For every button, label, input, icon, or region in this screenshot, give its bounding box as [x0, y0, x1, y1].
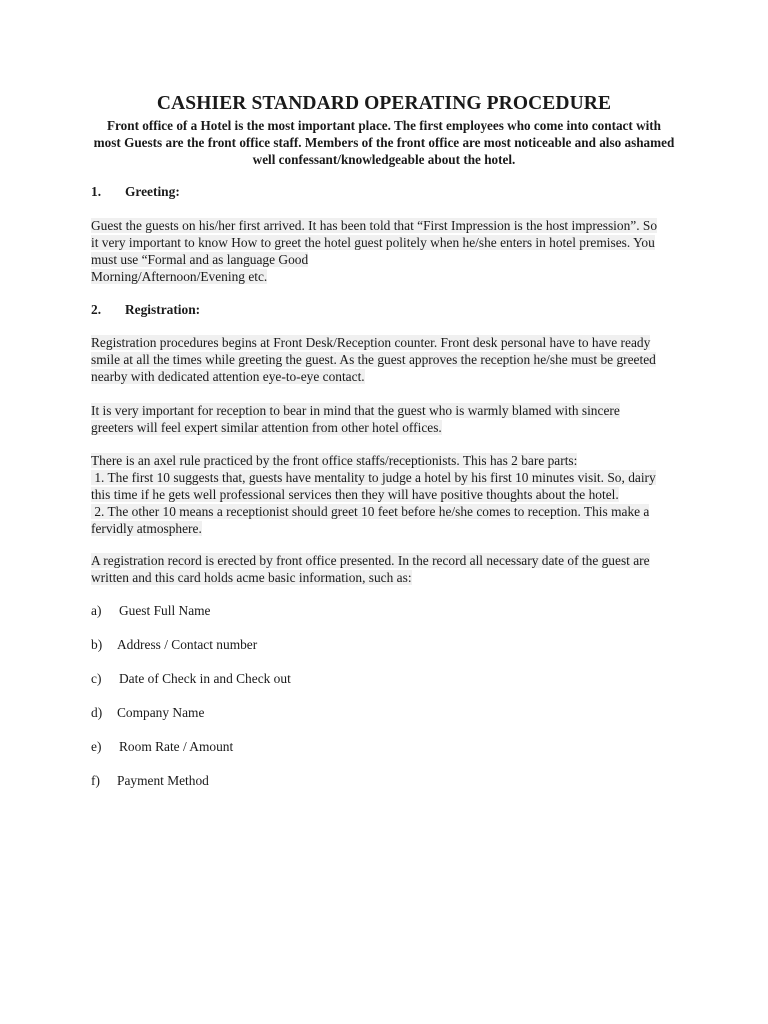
text-line: smile at all the times while greeting the guest. As the guest approves the reception he/she must be greeted — [91, 352, 656, 367]
document-title: CASHIER STANDARD OPERATING PROCEDURE — [156, 93, 612, 114]
section-title: Registration: — [125, 302, 201, 317]
text-line: 2. The other 10 means a receptionist should greet 10 feet before he/she comes to reception. This make a — [91, 504, 650, 519]
section-title: Greeting: — [125, 184, 180, 199]
section-heading-greeting — [91, 183, 180, 200]
registration-paragraph-3 — [91, 452, 681, 537]
registration-paragraph-4 — [91, 552, 681, 586]
text-line: fervidly atmosphere. — [91, 521, 202, 536]
list-item-label: Address / Contact number — [117, 637, 258, 652]
text-line: There is an axel rule practiced by the front office staffs/receptionists. This has 2 bare parts: — [91, 453, 578, 468]
section-number: 1. — [91, 184, 102, 199]
list-item-letter: f) — [91, 773, 100, 788]
list-item-label: Payment Method — [117, 773, 209, 788]
list-item-letter: e) — [91, 739, 102, 754]
text-line: this time if he gets well professional services then they will have positive thoughts about the hotel. — [91, 487, 619, 502]
text-line: it very important to know How to greet the hotel guest politely when he/she enters in hotel premises. You — [91, 235, 655, 250]
document-subtitle: Front office of a Hotel is the most important place. The first employees who come into contact with most Guests are the front office staff. Members of the front office are most noticeable and also ashamed well confessant/knowledgeable about the hotel. — [93, 118, 675, 167]
text-line: It is very important for reception to bear in mind that the guest who is warmly blamed with sincere — [91, 403, 620, 418]
text-line: Guest the guests on his/her first arrived. It has been told that “First Impression is the host impression”. So — [91, 218, 658, 233]
text-line: A registration record is erected by front office presented. In the record all necessary date of the guest are — [91, 553, 650, 568]
list-item-label: Guest Full Name — [119, 603, 211, 618]
list-item-letter: d) — [91, 705, 103, 720]
list-item-label: Company Name — [117, 705, 205, 720]
list-item-label: Date of Check in and Check out — [119, 671, 291, 686]
text-line: must use “Formal and as language Good — [91, 252, 309, 267]
list-item-letter: c) — [91, 671, 102, 686]
text-line: nearby with dedicated attention eye-to-eye contact. — [91, 369, 365, 384]
list-item-letter: a) — [91, 603, 102, 618]
list-item — [91, 704, 204, 721]
text-line: Morning/Afternoon/Evening etc. — [91, 269, 268, 284]
text-line: written and this card holds acme basic information, such as: — [91, 570, 412, 585]
section-number: 2. — [91, 302, 102, 317]
greeting-paragraph — [91, 217, 681, 285]
list-item — [91, 772, 209, 789]
list-item — [91, 670, 291, 687]
list-item — [91, 738, 233, 755]
list-item-label: Room Rate / Amount — [119, 739, 234, 754]
registration-paragraph-1 — [91, 334, 681, 385]
list-item — [91, 602, 211, 619]
list-item-letter: b) — [91, 637, 103, 652]
registration-paragraph-2 — [91, 402, 681, 436]
section-heading-registration — [91, 301, 200, 318]
text-line: Registration procedures begins at Front Desk/Reception counter. Front desk personal have to have ready — [91, 335, 651, 350]
text-line: greeters will feel expert similar attention from other hotel offices. — [91, 420, 442, 435]
text-line: 1. The first 10 suggests that, guests have mentality to judge a hotel by his first 10 minutes visit. So, dairy — [91, 470, 656, 485]
list-item — [91, 636, 257, 653]
